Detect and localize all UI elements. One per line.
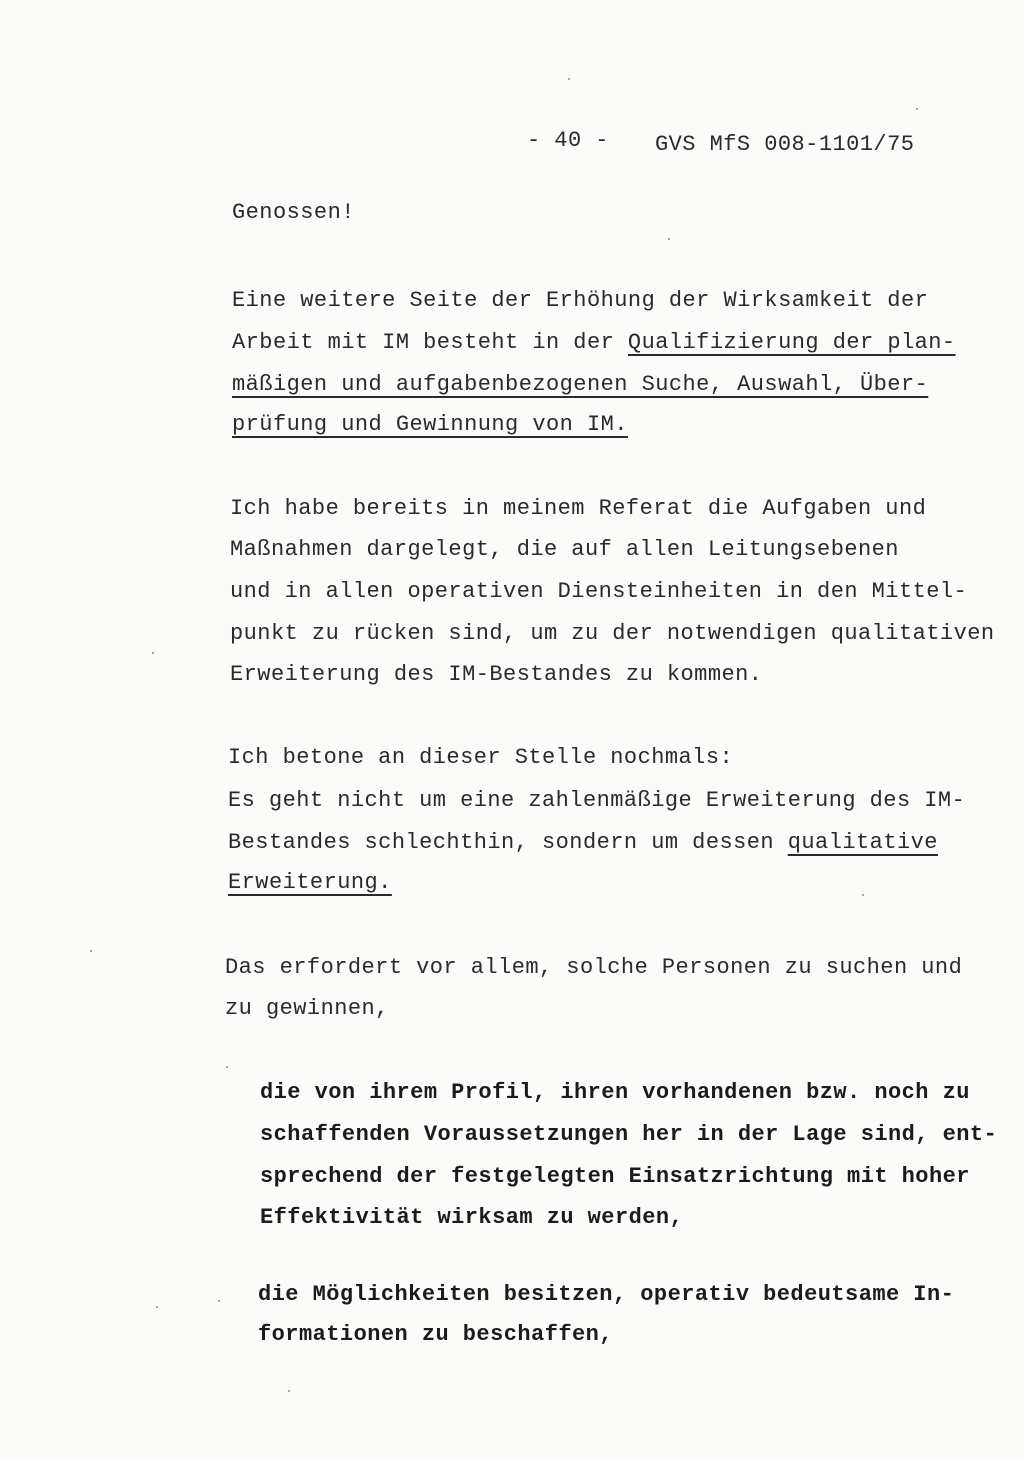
paragraph-2-line-2: Maßnahmen dargelegt, die auf allen Leitungsebenen: [230, 537, 899, 562]
paragraph-2-line-5: Erweiterung des IM-Bestandes zu kommen.: [230, 662, 763, 687]
scan-speck: [226, 1066, 228, 1068]
item-2-line-2: formationen zu beschaffen,: [258, 1322, 613, 1347]
page-number: - 40 -: [527, 128, 609, 153]
scan-speck: [668, 238, 670, 240]
item-1-line-4: Effektivität wirksam zu werden,: [260, 1205, 684, 1230]
scan-speck: [568, 78, 570, 80]
paragraph-3-line-3-text: Bestandes schlechthin, sondern um dessen: [228, 830, 788, 855]
paragraph-1-line-3: mäßigen und aufgabenbezogenen Suche, Auswahl, Über-: [232, 372, 929, 397]
scan-speck: [218, 1300, 220, 1302]
paragraph-3-line-2: Es geht nicht um eine zahlenmäßige Erweiterung des IM-: [228, 788, 966, 813]
scan-speck: [288, 1390, 290, 1392]
paragraph-4-line-2: zu gewinnen,: [225, 996, 389, 1021]
item-1-line-2: schaffenden Voraussetzungen her in der Lage sind, ent-: [260, 1122, 998, 1147]
paragraph-3-line-1: Ich betone an dieser Stelle nochmals:: [228, 745, 734, 770]
scan-speck: [90, 950, 92, 952]
paragraph-3-line-4: Erweiterung.: [228, 870, 392, 895]
item-1-line-3: sprechend der festgelegten Einsatzrichtung mit hoher: [260, 1164, 970, 1189]
item-1-line-1: die von ihrem Profil, ihren vorhandenen bzw. noch zu: [260, 1080, 970, 1105]
paragraph-3-line-3: [228, 830, 938, 856]
document-reference: GVS MfS 008-1101/75: [655, 132, 915, 157]
scan-speck: [916, 108, 918, 110]
paragraph-3-line-3-underlined: qualitative: [787, 830, 938, 855]
paragraph-2-line-4: punkt zu rücken sind, um zu der notwendigen qualitativen: [230, 621, 995, 646]
paragraph-4-line-1: Das erfordert vor allem, solche Personen zu suchen und: [225, 955, 963, 980]
paragraph-1-line-4: prüfung und Gewinnung von IM.: [232, 412, 628, 437]
item-2-line-1: die Möglichkeiten besitzen, operativ bedeutsame In-: [258, 1282, 955, 1307]
paragraph-1-line-2-text: Arbeit mit IM besteht in der: [232, 330, 628, 355]
scan-speck: [862, 894, 864, 896]
scan-speck: [156, 1306, 158, 1308]
paragraph-2-line-3: und in allen operativen Diensteinheiten in den Mittel-: [230, 579, 968, 604]
paragraph-1-line-2-underlined: Qualifizierung der plan-: [627, 330, 956, 355]
paragraph-1-line-2: [232, 330, 956, 356]
scan-speck: [152, 652, 154, 654]
paragraph-2-line-1: Ich habe bereits in meinem Referat die Aufgaben und: [230, 496, 927, 521]
paragraph-1-line-1: Eine weitere Seite der Erhöhung der Wirksamkeit der: [232, 288, 929, 313]
salutation: Genossen!: [232, 200, 355, 225]
